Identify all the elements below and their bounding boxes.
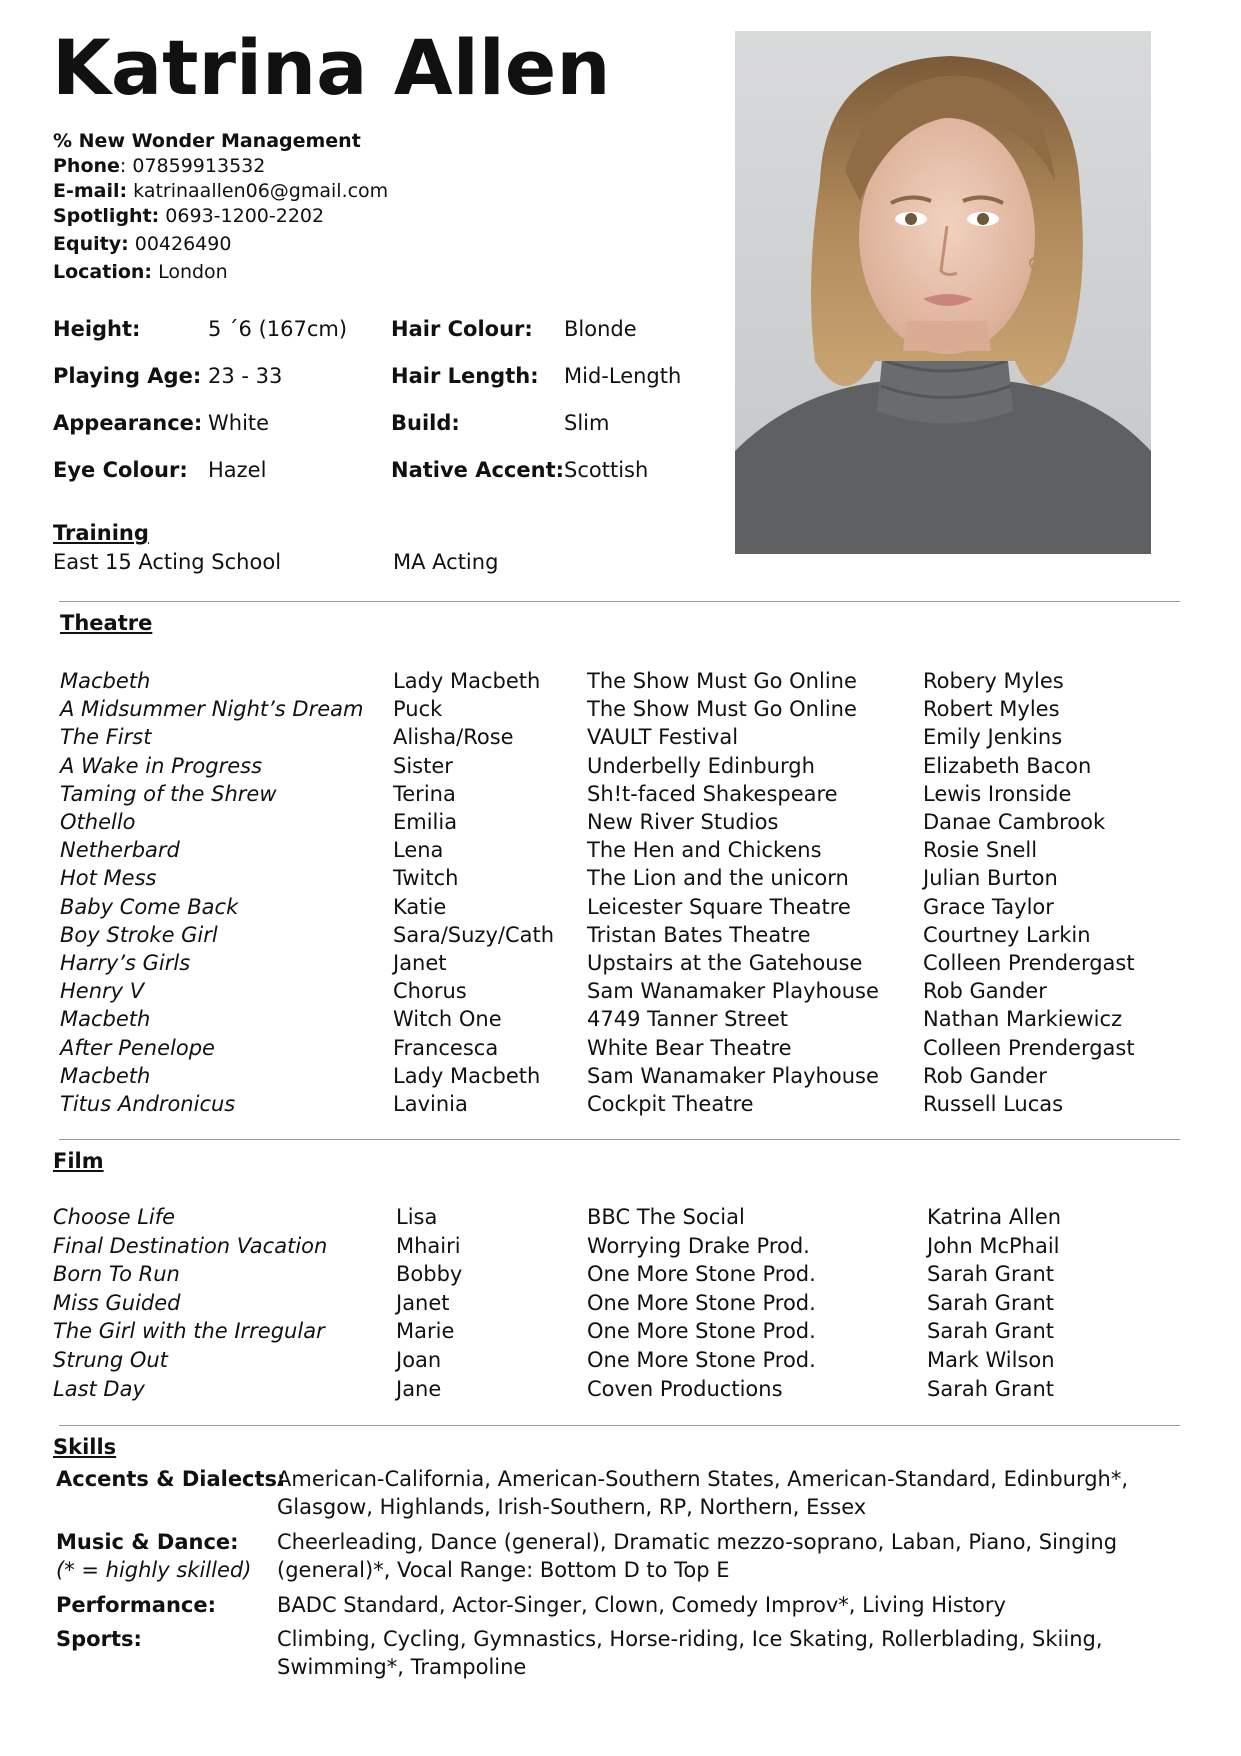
theatre-credit-row: [0, 1034, 1241, 1062]
theatre-role: Puck: [393, 697, 443, 722]
accents-label: Accents & Dialects:: [56, 1467, 286, 1491]
theatre-role: Janet: [393, 951, 447, 975]
theatre-director: Lewis Ironside: [923, 781, 1072, 806]
theatre-production-title: Harry’s Girls: [60, 951, 191, 975]
theatre-credit-row: [0, 667, 1241, 695]
theatre-production-title: A Midsummer Night’s Dream: [60, 697, 364, 722]
theatre-production-title: The First: [60, 725, 152, 750]
film-production-title: The Girl with the Irregular: [53, 1319, 325, 1344]
theatre-director: Emily Jenkins: [923, 725, 1063, 750]
film-venue: One More Stone Prod.: [587, 1290, 816, 1315]
film-role: Bobby: [396, 1262, 463, 1287]
film-production-title: Final Destination Vacation: [53, 1233, 328, 1258]
training-school: East 15 Acting School: [53, 550, 282, 574]
film-production-title: Choose Life: [53, 1205, 176, 1229]
film-production-title: Miss Guided: [53, 1290, 181, 1315]
playing-age-value: 23 - 33: [208, 364, 283, 388]
film-director: Mark Wilson: [927, 1348, 1055, 1372]
film-credit-row: [0, 1289, 1241, 1317]
theatre-director: Nathan Markiewicz: [923, 1007, 1123, 1032]
film-venue: One More Stone Prod.: [587, 1262, 816, 1287]
theatre-role: Lady Macbeth: [393, 669, 541, 693]
film-role: Janet: [396, 1290, 450, 1315]
theatre-role: Sara/Suzy/Cath: [393, 922, 555, 947]
film-director: Sarah Grant: [927, 1290, 1055, 1315]
film-credit-row: [0, 1203, 1241, 1231]
theatre-director: Danae Cambrook: [923, 810, 1106, 834]
theatre-credit-row: [0, 977, 1241, 1005]
film-role: Joan: [396, 1348, 442, 1372]
theatre-credit-row: [0, 836, 1241, 864]
theatre-venue: Upstairs at the Gatehouse: [587, 951, 863, 975]
build-label: Build:: [391, 411, 460, 435]
theatre-credit-row: [0, 949, 1241, 977]
theatre-production-title: Othello: [60, 810, 136, 834]
film-role: Jane: [396, 1376, 442, 1401]
hair-colour-value: Blonde: [564, 317, 637, 341]
build-value: Slim: [564, 411, 610, 435]
film-director: Sarah Grant: [927, 1262, 1055, 1287]
film-director: Sarah Grant: [927, 1376, 1055, 1401]
film-production-title: Strung Out: [53, 1348, 168, 1372]
theatre-heading: Theatre: [60, 611, 153, 635]
film-venue: Worrying Drake Prod.: [587, 1233, 810, 1258]
film-heading: Film: [53, 1149, 104, 1173]
film-venue: One More Stone Prod.: [587, 1319, 816, 1344]
theatre-director: Rosie Snell: [923, 838, 1038, 863]
native-accent-value: Scottish: [564, 458, 649, 482]
theatre-role: Chorus: [393, 979, 467, 1004]
film-production-title: Born To Run: [53, 1262, 180, 1287]
theatre-role: Lena: [393, 838, 444, 863]
phone-line: Phone: 07859913532: [53, 155, 266, 177]
appearance-label: Appearance:: [53, 411, 203, 435]
email-line: E-mail: katrinaallen06@gmail.com: [53, 180, 389, 202]
skills-heading: Skills: [53, 1435, 117, 1459]
theatre-director: Courtney Larkin: [923, 922, 1091, 947]
film-role: Marie: [396, 1319, 455, 1344]
theatre-role: Lavinia: [393, 1092, 468, 1116]
performance-value: BADC Standard, Actor-Singer, Clown, Comedy Improv*, Living History: [277, 1593, 1006, 1617]
performance-label: Performance:: [56, 1593, 217, 1617]
theatre-venue: Underbelly Edinburgh: [587, 753, 815, 778]
theatre-production-title: Macbeth: [60, 1063, 151, 1088]
theatre-credit-row: [0, 695, 1241, 723]
theatre-director: Colleen Prendergast: [923, 1035, 1135, 1060]
theatre-production-title: Titus Andronicus: [60, 1092, 236, 1116]
theatre-role: Witch One: [393, 1007, 502, 1032]
theatre-venue: The Show Must Go Online: [587, 669, 857, 693]
theatre-director: Rob Gander: [923, 979, 1047, 1004]
film-director: Sarah Grant: [927, 1319, 1055, 1344]
theatre-venue: Sam Wanamaker Playhouse: [587, 979, 879, 1004]
theatre-venue: Tristan Bates Theatre: [587, 922, 811, 947]
hair-length-label: Hair Length:: [391, 364, 539, 388]
theatre-role: Katie: [393, 894, 447, 919]
actor-name: Katrina Allen: [52, 23, 611, 112]
theatre-role: Sister: [393, 753, 453, 778]
divider: [59, 1139, 1180, 1140]
sports-value: Climbing, Cycling, Gymnastics, Horse-riding, Ice Skating, Rollerblading, Skiing, Swimming*, Trampoline: [277, 1627, 1103, 1679]
theatre-credit-row: [0, 1090, 1241, 1118]
location-line: Location: London: [53, 261, 228, 283]
theatre-production-title: After Penelope: [60, 1035, 215, 1060]
theatre-venue: 4749 Tanner Street: [587, 1007, 788, 1032]
theatre-director: Russell Lucas: [923, 1092, 1064, 1116]
theatre-venue: White Bear Theatre: [587, 1035, 792, 1060]
theatre-director: Elizabeth Bacon: [923, 753, 1092, 778]
film-director: John McPhail: [927, 1233, 1060, 1258]
music-dance-value: Cheerleading, Dance (general), Dramatic mezzo-soprano, Laban, Piano, Singing (general)*, Vocal Range: Bottom D to Top E: [277, 1530, 1118, 1582]
film-venue: One More Stone Prod.: [587, 1348, 816, 1372]
film-credit-row: [0, 1346, 1241, 1374]
theatre-director: Julian Burton: [923, 866, 1058, 891]
theatre-role: Alisha/Rose: [393, 725, 514, 750]
theatre-venue: Leicester Square Theatre: [587, 894, 851, 919]
theatre-role: Lady Macbeth: [393, 1063, 541, 1088]
headshot-photo: [735, 31, 1151, 554]
sports-label: Sports:: [56, 1627, 142, 1651]
theatre-role: Francesca: [393, 1035, 499, 1060]
film-venue: BBC The Social: [587, 1205, 745, 1229]
theatre-credit-row: [0, 1005, 1241, 1033]
theatre-production-title: Henry V: [60, 979, 145, 1004]
theatre-venue: VAULT Festival: [587, 725, 739, 750]
film-venue: Coven Productions: [587, 1376, 783, 1401]
theatre-production-title: Netherbard: [60, 838, 180, 863]
playing-age-label: Playing Age:: [53, 364, 202, 388]
theatre-director: Robert Myles: [923, 697, 1060, 722]
theatre-production-title: A Wake in Progress: [60, 753, 263, 778]
theatre-credit-row: [0, 864, 1241, 892]
eye-colour-label: Eye Colour:: [53, 458, 188, 482]
film-credit-row: [0, 1260, 1241, 1288]
native-accent-label: Native Accent:: [391, 458, 565, 482]
theatre-credit-row: [0, 723, 1241, 751]
theatre-director: Colleen Prendergast: [923, 951, 1135, 975]
divider: [59, 601, 1180, 602]
training-course: MA Acting: [393, 550, 499, 574]
agency: % New Wonder Management: [53, 130, 361, 152]
skill-note: (* = highly skilled): [56, 1558, 252, 1582]
theatre-credit-row: [0, 921, 1241, 949]
theatre-credit-row: [0, 752, 1241, 780]
theatre-production-title: Macbeth: [60, 669, 151, 693]
theatre-production-title: Hot Mess: [60, 866, 157, 891]
film-role: Mhairi: [396, 1233, 461, 1258]
theatre-role: Twitch: [393, 866, 459, 891]
theatre-director: Grace Taylor: [923, 894, 1054, 919]
theatre-venue: The Lion and the unicorn: [587, 866, 849, 891]
theatre-director: Robery Myles: [923, 669, 1064, 693]
theatre-venue: Sh!t-faced Shakespeare: [587, 781, 838, 806]
theatre-production-title: Taming of the Shrew: [60, 781, 277, 806]
spotlight-line: Spotlight: 0693-1200-2202: [53, 205, 325, 227]
theatre-production-title: Boy Stroke Girl: [60, 922, 218, 947]
hair-colour-label: Hair Colour:: [391, 317, 533, 341]
theatre-venue: The Hen and Chickens: [587, 838, 822, 863]
theatre-credit-row: [0, 1062, 1241, 1090]
eye-colour-value: Hazel: [208, 458, 267, 482]
theatre-role: Emilia: [393, 810, 458, 834]
theatre-credit-row: [0, 780, 1241, 808]
film-credit-row: [0, 1232, 1241, 1260]
film-director: Katrina Allen: [927, 1205, 1062, 1229]
theatre-role: Terina: [393, 781, 456, 806]
appearance-value: White: [208, 411, 270, 435]
height-label: Height:: [53, 317, 141, 341]
music-dance-label: Music & Dance:: [56, 1530, 239, 1554]
accents-value: American-California, American-Southern States, American-Standard, Edinburgh*, Glasgow, Highlands, Irish-Southern, RP, Northern, Essex: [277, 1467, 1129, 1519]
film-credit-row: [0, 1375, 1241, 1403]
film-role: Lisa: [396, 1205, 438, 1229]
film-production-title: Last Day: [53, 1376, 145, 1401]
theatre-venue: The Show Must Go Online: [587, 697, 857, 722]
hair-length-value: Mid-Length: [564, 364, 682, 388]
theatre-venue: New River Studios: [587, 810, 779, 834]
theatre-production-title: Baby Come Back: [60, 894, 239, 919]
film-credit-row: [0, 1317, 1241, 1345]
theatre-credit-row: [0, 893, 1241, 921]
theatre-venue: Sam Wanamaker Playhouse: [587, 1063, 879, 1088]
theatre-credit-row: [0, 808, 1241, 836]
theatre-director: Rob Gander: [923, 1063, 1047, 1088]
theatre-production-title: Macbeth: [60, 1007, 151, 1032]
equity-line: Equity: 00426490: [53, 233, 232, 255]
height-value: 5 ´6 (167cm): [208, 317, 348, 341]
theatre-venue: Cockpit Theatre: [587, 1092, 754, 1116]
divider: [59, 1425, 1180, 1426]
training-heading: Training: [53, 521, 149, 545]
